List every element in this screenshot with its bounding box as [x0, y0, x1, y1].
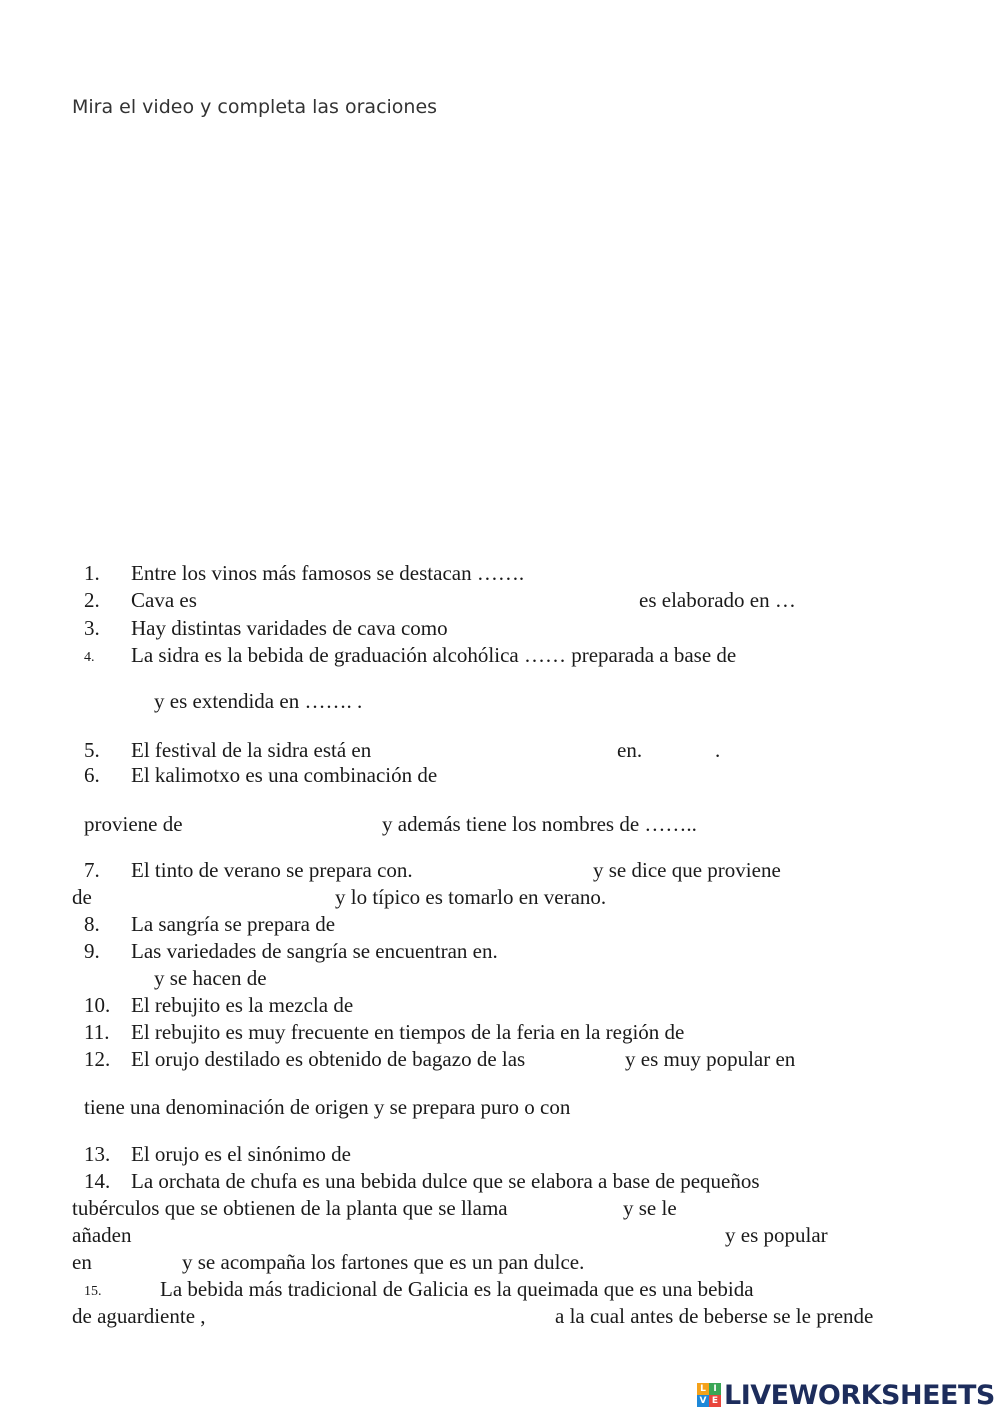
liveworksheets-logo: [697, 1380, 995, 1410]
item-number-12: 12.: [84, 1047, 111, 1071]
item-9-text: Las variedades de sangría se encuentran en.: [131, 939, 498, 963]
item-number-8: 8.: [84, 912, 100, 936]
item-14-continuation: tubérculos que se obtienen de la planta que se llama: [72, 1196, 508, 1220]
logo-mark-i: I: [709, 1383, 721, 1395]
item-number-2: 2.: [84, 588, 100, 612]
item-number-7: 7.: [84, 858, 100, 882]
item-1-text: Entre los vinos más famosos se destacan …….: [131, 561, 525, 585]
item-12-continuation: tiene una denominación de origen y se prepara puro o con: [84, 1095, 571, 1119]
item-7-text-cont: y se dice que proviene: [593, 858, 781, 882]
item-4-continuation: y es extendida en ……. .: [154, 689, 363, 713]
item-12-text-cont: y es muy popular en: [625, 1047, 796, 1071]
item-7-text: El tinto de verano se prepara con.: [131, 858, 413, 882]
item-15-continuation-2: a la cual antes de beberse se le prende: [555, 1304, 874, 1328]
item-3-text: Hay distintas varidades de cava como: [131, 616, 448, 640]
item-14-text: La orchata de chufa es una bebida dulce que se elabora a base de pequeños: [131, 1169, 760, 1193]
item-14-line-4: en: [72, 1250, 92, 1274]
item-7-continuation: de: [72, 885, 92, 909]
item-14-line-3: añaden: [72, 1223, 132, 1247]
item-2-text: Cava es: [131, 588, 197, 612]
item-number-3: 3.: [84, 616, 100, 640]
item-14-continuation-2: y se le: [623, 1196, 677, 1220]
item-9-continuation: y se hacen de: [154, 966, 267, 990]
item-6-continuation: proviene de: [84, 812, 183, 836]
item-6-text: El kalimotxo es una combinación de: [131, 763, 438, 787]
item-14-line-3-end: y es popular: [725, 1223, 828, 1247]
logo-text: LIVEWORKSHEETS: [724, 1379, 995, 1411]
item-14-line-4-end: y se acompaña los fartones que es un pan dulce.: [182, 1250, 585, 1274]
item-12-text: El orujo destilado es obtenido de bagazo de las: [131, 1047, 526, 1071]
item-number-11: 11.: [84, 1020, 110, 1044]
item-number-1: 1.: [84, 561, 100, 585]
item-8-text: La sangría se prepara de: [131, 912, 336, 936]
item-number-15: 15.: [84, 1284, 102, 1299]
logo-mark-e: E: [709, 1395, 721, 1407]
item-15-continuation: de aguardiente ,: [72, 1304, 206, 1328]
item-number-4: 4.: [84, 650, 95, 665]
item-5-text-cont: en.: [617, 738, 643, 762]
item-5-text-end: .: [715, 738, 721, 762]
item-4-text: La sidra es la bebida de graduación alcohólica …… preparada a base de: [131, 643, 737, 667]
item-number-5: 5.: [84, 738, 100, 762]
item-6-continuation-2: y además tiene los nombres de ……..: [382, 812, 697, 836]
item-7-continuation-2: y lo típico es tomarlo en verano.: [335, 885, 607, 909]
item-5-text: El festival de la sidra está en: [131, 738, 372, 762]
item-number-10: 10.: [84, 993, 111, 1017]
item-13-text: El orujo es el sinónimo de: [131, 1142, 351, 1166]
item-number-9: 9.: [84, 939, 100, 963]
logo-mark-l: L: [697, 1383, 709, 1395]
item-number-6: 6.: [84, 763, 100, 787]
item-2-text-cont: es elaborado en …: [639, 588, 796, 612]
item-10-text: El rebujito es la mezcla de: [131, 993, 354, 1017]
page-title: Mira el video y completa las oraciones: [72, 96, 438, 118]
liveworksheets-mark-icon: [697, 1383, 721, 1407]
item-number-13: 13.: [84, 1142, 111, 1166]
item-15-text: La bebida más tradicional de Galicia es la queimada que es una bebida: [160, 1277, 754, 1301]
logo-mark-v: V: [697, 1395, 709, 1407]
item-11-text: El rebujito es muy frecuente en tiempos de la feria en la región de: [131, 1020, 685, 1044]
item-number-14: 14.: [84, 1169, 111, 1193]
